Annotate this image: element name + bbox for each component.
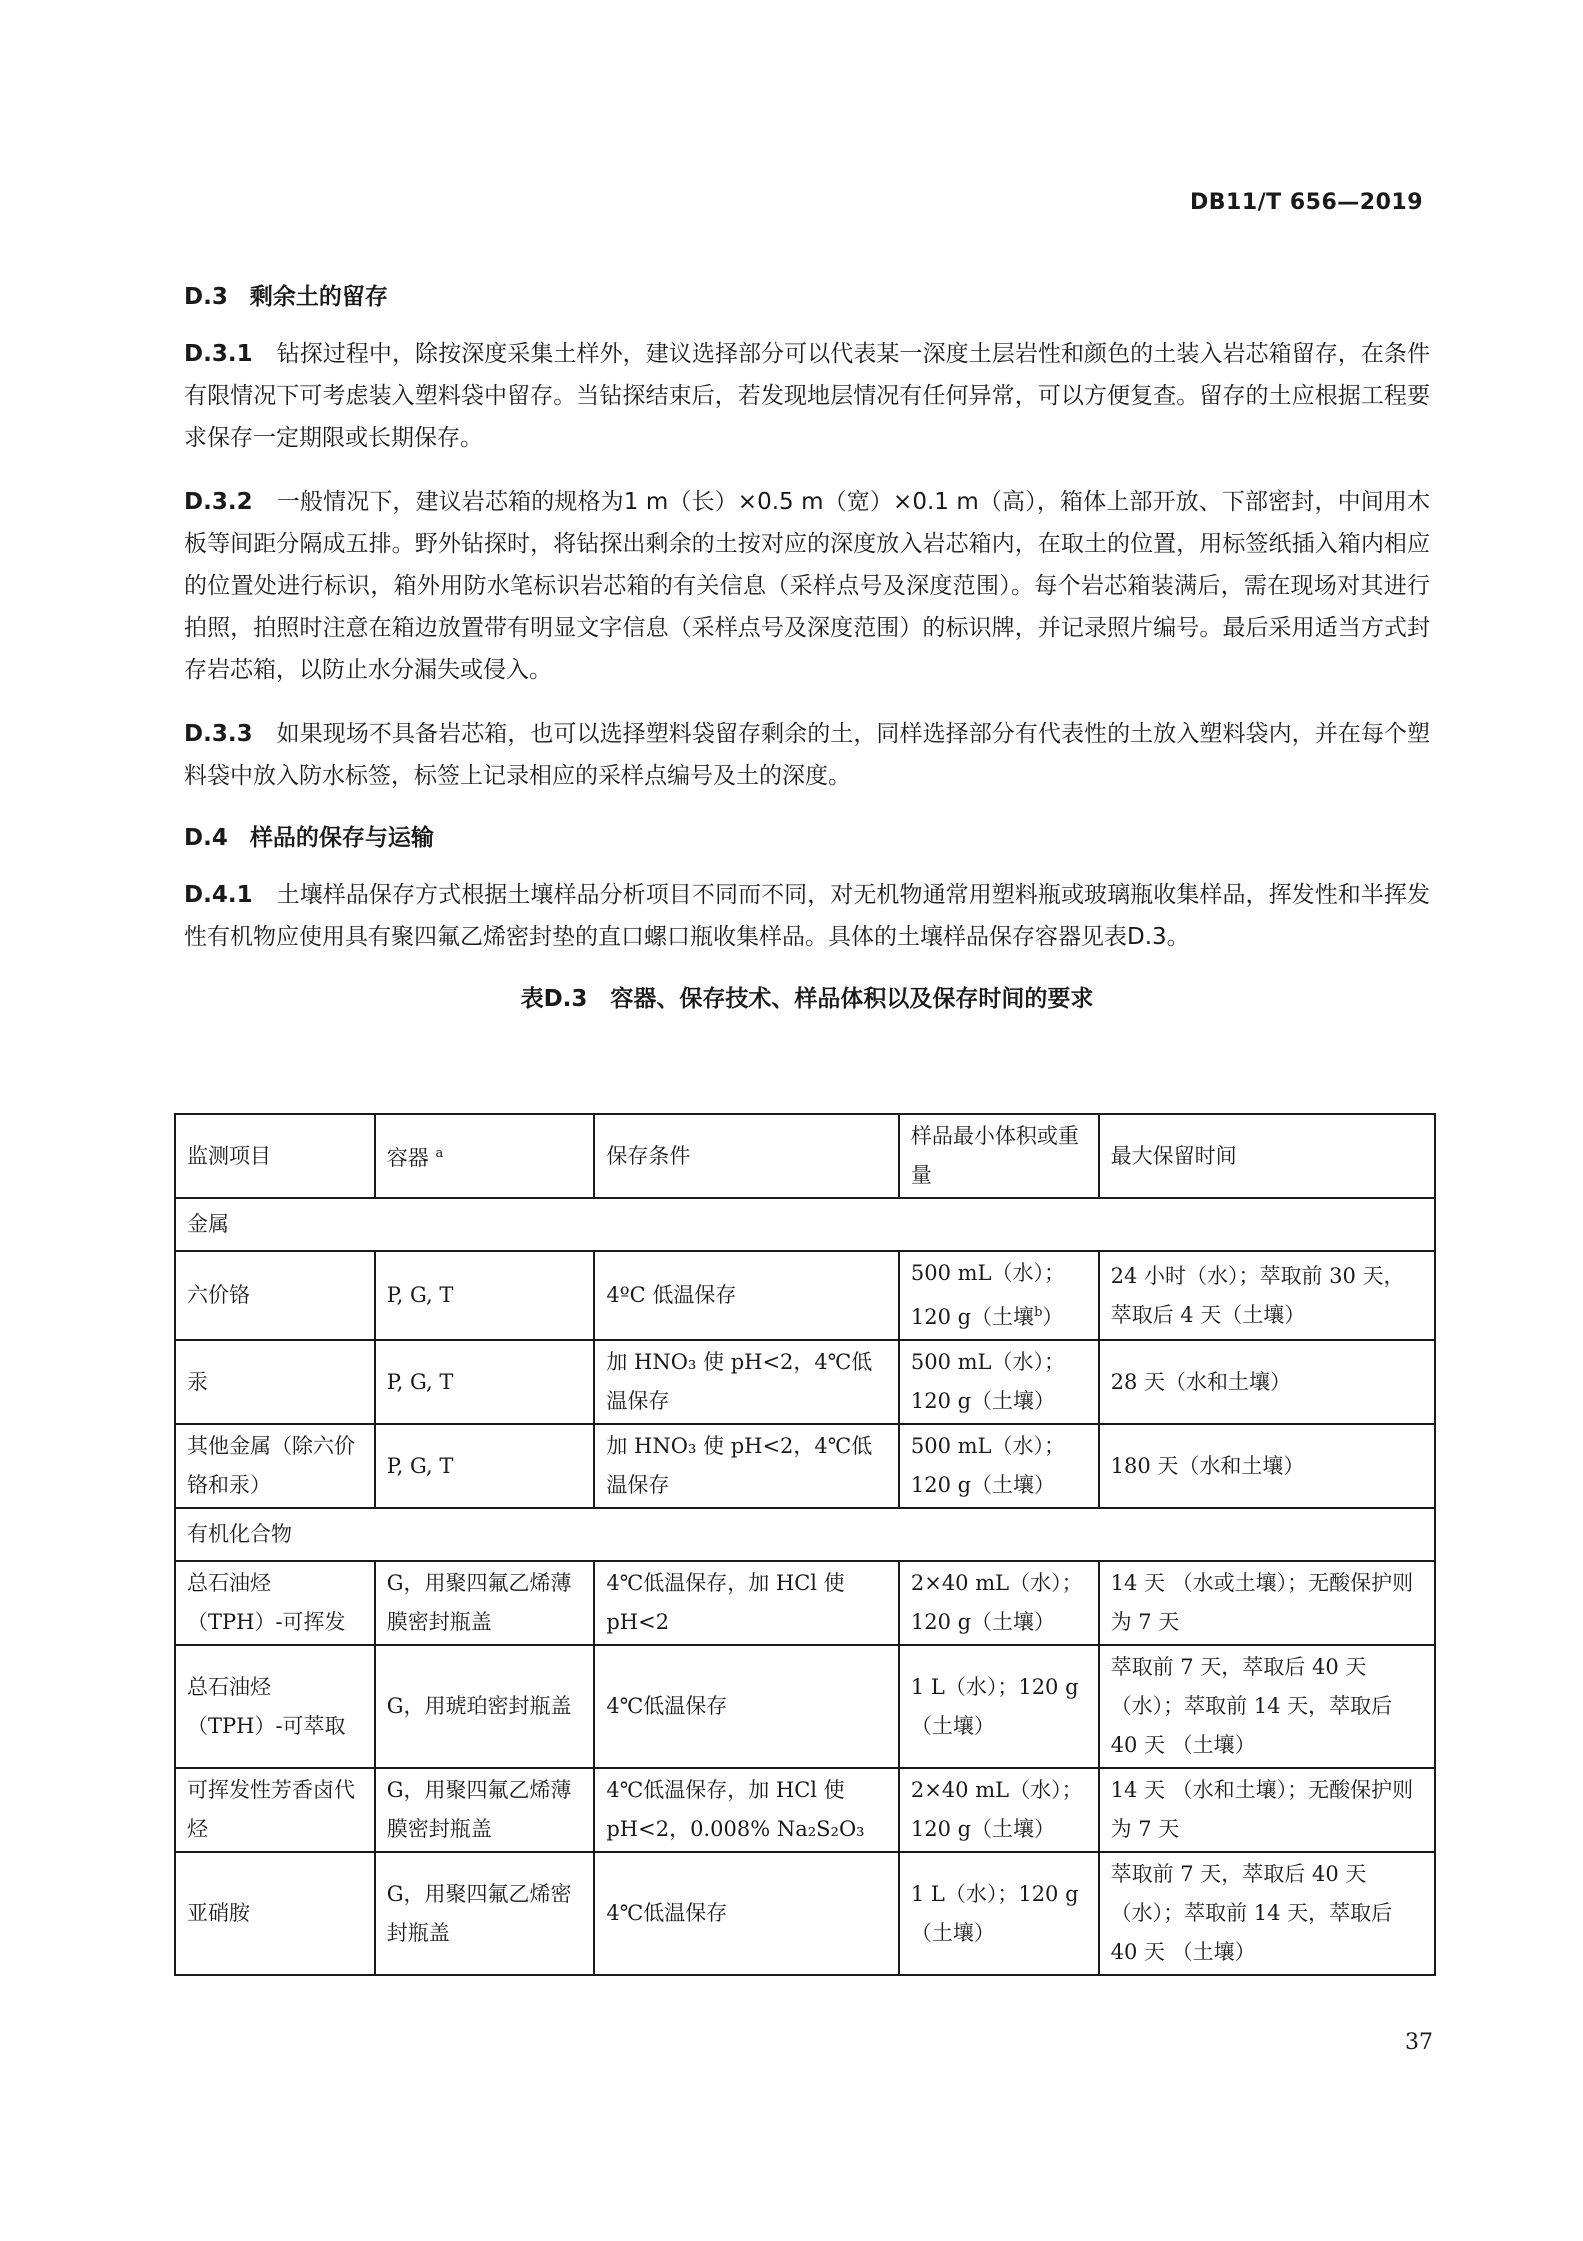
volume-cell: 1 L（水）；120 g（土壤） [899,1645,1099,1768]
clause-d3-3 [184,713,1430,797]
volume-cell: 500 mL（水）；120 g（土壤） [899,1340,1099,1424]
container-cell: G，用琥珀密封瓶盖 [375,1645,595,1768]
condition-cell: 4ºC 低温保存 [594,1251,899,1340]
clause-text: 钻探过程中，除按深度采集土样外，建议选择部分可以代表某一深度土层岩性和颜色的土装入岩芯箱留存，在条件有限情况下可考虑装入塑料袋中留存。当钻探结束后，若发现地层情况有任何异常，可以方便复查。留存的土应根据工程要求保存一定期限或长期保存。 [184,341,1430,451]
table-row [175,1852,1435,1975]
condition-cell: 加 HNO₃ 使 pH<2，4℃低温保存 [594,1340,899,1424]
volume-cell: 1 L（水）；120 g（土壤） [899,1852,1099,1975]
time-cell: 180 天（水和土壤） [1099,1424,1435,1508]
table-title: 表D.3 容器、保存技术、样品体积以及保存时间的要求 [520,986,1094,1012]
header-cell: 容器 $^a$ [375,1114,595,1198]
table-row [175,1561,1435,1645]
clause-number: D.3.2 [184,489,253,515]
section-number: D.4 [184,825,228,851]
time-cell: 萃取前 7 天，萃取后 40 天（水）；萃取前 14 天，萃取后 40 天 （土壤） [1099,1852,1435,1975]
item-cell: 亚硝胺 [175,1852,375,1975]
storage-requirements-table [174,1113,1436,1976]
container-cell: G，用聚四氟乙烯密封瓶盖 [375,1852,595,1975]
header-cell: 监测项目 [175,1114,375,1198]
section-heading-d4 [184,819,1430,852]
footnote-marker: a [435,1146,444,1161]
table-row [175,1251,1435,1340]
clause-text: 土壤样品保存方式根据土壤样品分析项目不同而不同，对无机物通常用塑料瓶或玻璃瓶收集样品，挥发性和半挥发性有机物应使用具有聚四氟乙烯密封垫的直口螺口瓶收集样品。具体的土壤样品保存容器见表D.3。 [184,882,1430,950]
section-title: 样品的保存与运输 [249,825,434,851]
clause-number: D.3.1 [184,341,253,367]
condition-cell: 4℃低温保存 [594,1645,899,1768]
table-header-row [175,1114,1435,1198]
condition-cell: 4℃低温保存 [594,1852,899,1975]
item-cell: 其他金属（除六价铬和汞） [175,1424,375,1508]
item-cell: 总石油烃（TPH）-可挥发 [175,1561,375,1645]
time-cell: 14 天 （水或土壤）；无酸保护则为 7 天 [1099,1561,1435,1645]
header-cell: 样品最小体积或重量 [899,1114,1099,1198]
clause-text: 一般情况下，建议岩芯箱的规格为1 m（长）×0.5 m（宽）×0.1 m（高），箱体上部开放、下部密封，中间用木板等间距分隔成五排。野外钻探时，将钻探出剩余的土按对应的深度放入岩芯箱内，在取土的位置，用标签纸插入箱内相应的位置处进行标识，箱外用防水笔标识岩芯箱的有关信息（采样点号及深度范围）。每个岩芯箱装满后，需在现场对其进行拍照，拍照时注意在箱边放置带有明显文字信息（采样点号及深度范围）的标识牌，并记录照片编号。最后采用适当方式封存岩芯箱，以防止水分漏失或侵入。 [184,489,1430,683]
section-title: 剩余土的留存 [249,284,388,310]
clause-text: 如果现场不具备岩芯箱，也可以选择塑料袋留存剩余的土，同样选择部分有代表性的土放入塑料袋内，并在每个塑料袋中放入防水标签，标签上记录相应的采样点编号及土的深度。 [184,721,1430,789]
header-cell: 保存条件 [594,1114,899,1198]
time-cell: 28 天（水和土壤） [1099,1340,1435,1424]
time-cell: 14 天 （水和土壤）；无酸保护则为 7 天 [1099,1768,1435,1852]
table-row [175,1424,1435,1508]
footnote-marker: b [1034,1305,1043,1320]
clause-number: D.3.3 [184,721,253,747]
clause-number: D.4.1 [184,882,253,908]
section-number: D.3 [184,284,228,310]
page-number: 37 [1405,2030,1433,2055]
container-cell: P, G, T [375,1340,595,1424]
table-section-row [175,1198,1435,1251]
condition-cell: 4℃低温保存，加 HCl 使 pH<2，0.008% Na₂S₂O₃ [594,1768,899,1852]
section-heading-d3 [184,278,1430,311]
container-cell: G，用聚四氟乙烯薄膜密封瓶盖 [375,1768,595,1852]
clause-d3-1 [184,333,1430,459]
table-section-row [175,1508,1435,1561]
condition-cell: 加 HNO₃ 使 pH<2，4℃低温保存 [594,1424,899,1508]
container-cell: P, G, T [375,1424,595,1508]
item-cell: 六价铬 [175,1251,375,1340]
section-cell: 有机化合物 [175,1508,1435,1561]
item-cell: 可挥发性芳香卤代烃 [175,1768,375,1852]
volume-cell: 500 mL（水）；120 g（土壤$^b$） [899,1251,1099,1340]
volume-cell: 2×40 mL（水）；120 g（土壤） [899,1561,1099,1645]
volume-cell: 500 mL（水）；120 g（土壤） [899,1424,1099,1508]
table-row [175,1340,1435,1424]
container-cell: P, G, T [375,1251,595,1340]
header-cell: 最大保留时间 [1099,1114,1435,1198]
section-cell: 金属 [175,1198,1435,1251]
clause-d4-1 [184,874,1430,958]
container-cell: G，用聚四氟乙烯薄膜密封瓶盖 [375,1561,595,1645]
time-cell: 萃取前 7 天，萃取后 40 天（水）；萃取前 14 天，萃取后 40 天 （土壤） [1099,1645,1435,1768]
table-row [175,1768,1435,1852]
item-cell: 汞 [175,1340,375,1424]
document-code: DB11/T 656—2019 [1190,190,1423,215]
item-cell: 总石油烃（TPH）-可萃取 [175,1645,375,1768]
table-row [175,1645,1435,1768]
time-cell: 24 小时（水）；萃取前 30 天，萃取后 4 天（土壤） [1099,1251,1435,1340]
clause-d3-2 [184,481,1430,691]
volume-cell: 2×40 mL（水）；120 g（土壤） [899,1768,1099,1852]
condition-cell: 4℃低温保存，加 HCl 使 pH<2 [594,1561,899,1645]
page-body [184,270,1430,1039]
